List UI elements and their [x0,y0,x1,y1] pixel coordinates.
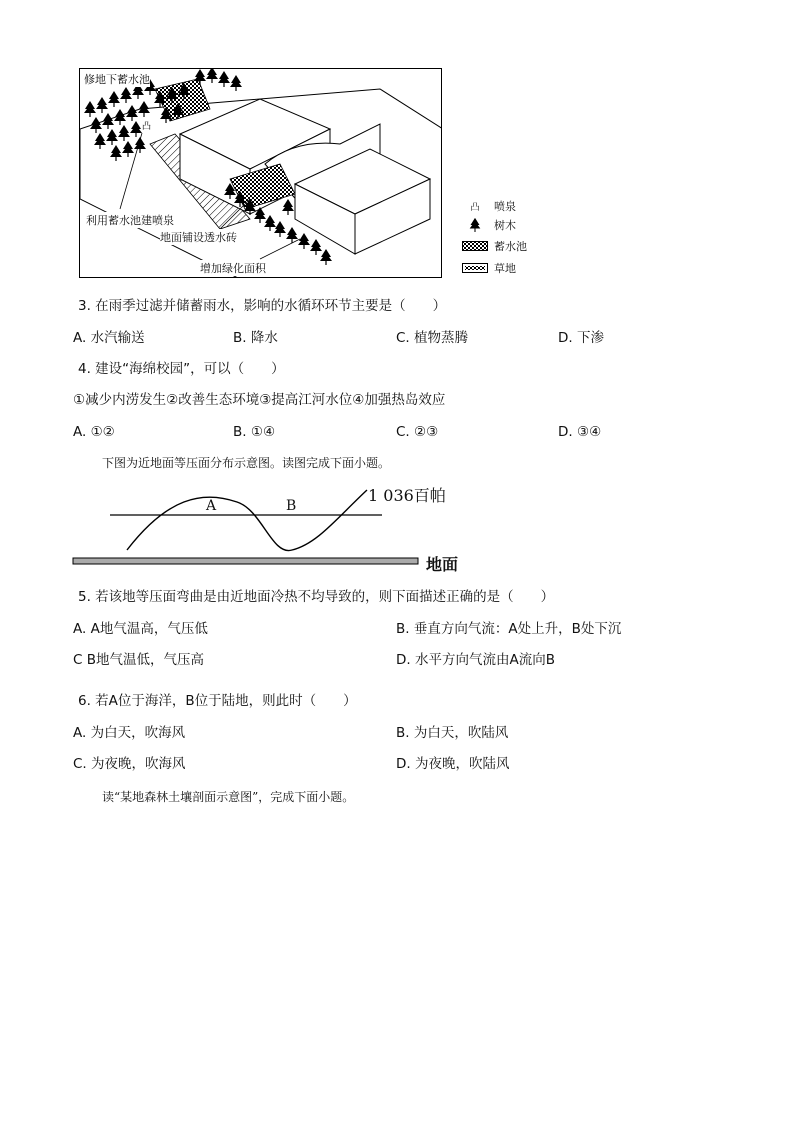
legend-reservoir-label: 蓄水池 [494,240,527,253]
q6-option-b: B. 为白天，吹陆风 [396,725,509,741]
q5-option-d: D. 水平方向气流由A流向B [396,652,555,668]
legend-reservoir [462,238,527,254]
q3-option-c: C. 植物蒸腾 [396,330,469,346]
isobaric-curve [127,490,367,551]
sponge-campus-drawing [80,69,442,278]
question-4-statements: ①减少内涝发生②改善生态环境③提高江河水位④加强热岛效应 [73,392,446,408]
q4-option-d: D. ③④ [558,424,602,440]
label-permeable: 地面铺设透水砖 [160,231,237,244]
q3-option-b: B. 降水 [233,330,278,346]
intro-isobar: 下图为近地面等压面分布示意图。读图完成下面小题。 [102,456,391,470]
legend-fountain-label: 喷泉 [494,200,516,213]
label-reservoir: 修地下蓄水池 [84,73,150,86]
intro-soil-profile: 读“某地森林土壤剖面示意图”，完成下面小题。 [102,790,355,804]
question-5-stem: 5. 若该地等压面弯曲是由近地面冷热不均导致的，则下面描述正确的是（ ） [78,589,555,605]
q4-option-b: B. ①④ [233,424,276,440]
fountain-icon: 凸 [470,202,480,213]
reservoir-icon [462,240,488,252]
q6-option-a: A. 为白天，吹海风 [73,725,186,741]
fountain-mark: 凸 [142,122,152,132]
q6-option-d: D. 为夜晚，吹陆风 [396,756,510,772]
legend-grass [462,260,516,276]
point-a-label: A [206,498,217,514]
q6-option-c: C. 为夜晚，吹海风 [73,756,186,772]
legend-grass-label: 草地 [494,262,516,275]
pressure-label: 1 036百帕 [368,486,446,505]
question-6-stem: 6. 若A位于海洋，B位于陆地，则此时（ ） [78,693,357,709]
legend-tree-label: 树木 [494,219,516,232]
isobar-figure [72,478,472,573]
sponge-campus-figure [79,68,442,278]
q4-option-a: A. ①② [73,424,115,440]
q4-option-c: C. ②③ [396,424,439,440]
q5-option-b: B. 垂直方向气流：A处上升，B处下沉 [396,621,622,637]
point-b-label: B [286,498,297,514]
q5-option-a: A. A地气温高，气压低 [73,621,208,637]
tree-icon [462,219,488,231]
legend-tree [462,217,516,233]
legend-fountain [462,198,516,214]
grass-icon [462,262,488,274]
ground-label: 地面 [426,555,459,574]
q5-option-c: C B地气温低，气压高 [73,652,204,668]
label-green: 增加绿化面积 [200,262,266,275]
question-3-stem: 3. 在雨季过滤并储蓄雨水，影响的水循环环节主要是（ ） [78,298,447,314]
label-fountain: 利用蓄水池建喷泉 [86,214,174,227]
q3-option-a: A. 水汽输送 [73,330,145,346]
ground-bar [73,558,418,564]
q3-option-d: D. 下渗 [558,330,604,346]
question-4-stem: 4. 建设“海绵校园”，可以（ ） [78,361,285,377]
